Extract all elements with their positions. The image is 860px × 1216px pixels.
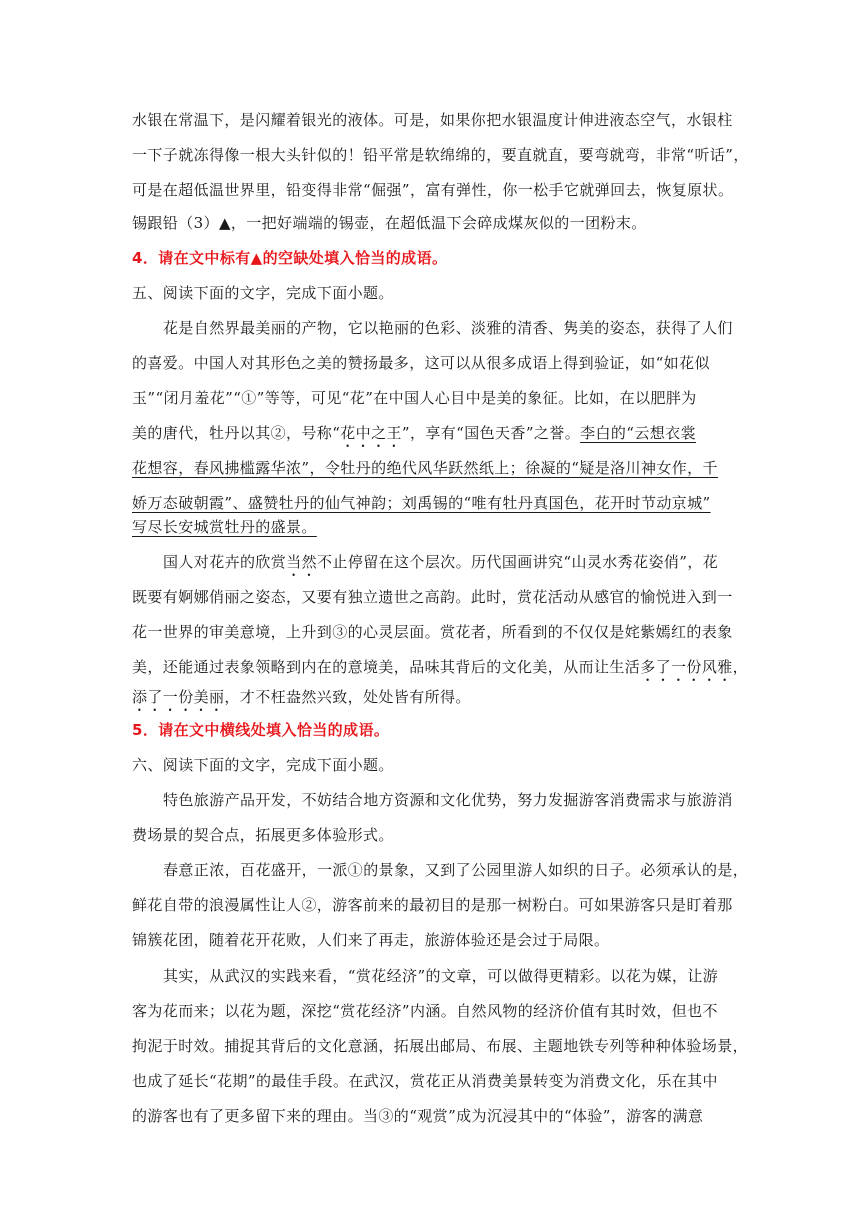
dotted-phrase: 添了一份美丽 [132, 688, 225, 706]
paragraph-line [163, 552, 732, 580]
paragraph-line: 锡跟铅（3）▲，一把好端端的锡壶，在超低温下会碎成煤灰似的一团粉末。 [132, 214, 647, 232]
paragraph-line: 既要有婀娜俏丽之姿态，又要有独立遗世之高韵。此时，赏花活动从感官的愉悦进入到一 [132, 588, 733, 606]
underlined-line: 花想容，春风拂槛露华浓”，令牡丹的绝代风华跃然纸上；徐凝的“疑是洛川神女作，千 [132, 459, 718, 477]
paragraph-line: 的喜爱。中国人对其形色之美的赞扬最多，这可以从很多成语上得到验证，如“如花似 [132, 354, 710, 372]
text-run: ”，享有“国色天香”之誉。 [401, 424, 581, 442]
dotted-phrase: 当然 [286, 553, 318, 571]
paragraph-line: 鲜花自带的浪漫属性让人②，游客前来的最初目的是那一树粉白。可如果游客只是盯着那 [132, 896, 733, 914]
dotted-phrase: 多了一份风雅， [640, 658, 749, 676]
paragraph-line [132, 687, 732, 715]
text-run: 美，还能通过表象领略到内在的意境美，品味其背后的文化美，从而让生活 [132, 658, 641, 676]
paragraph-line: 水银在常温下，是闪耀着银光的液体。可是，如果你把水银温度计伸进液态空气，水银柱 [132, 111, 733, 129]
paragraph-line: 拘泥于时效。捕捉其背后的文化意涵，拓展出邮局、布展、主题地铁专列等种种体验场景， [132, 1037, 749, 1055]
paragraph-line: 锦簇花团，随着花开花败，人们来了再走，旅游体验还是会过于局限。 [132, 931, 610, 949]
text-run: 国人对花卉的欣赏 [163, 553, 287, 571]
text-run: 美的唐代，牡丹以其②，号称“ [132, 424, 341, 442]
section-5-heading: 五、阅读下面的文字，完成下面小题。 [132, 284, 394, 302]
paragraph-line: 特色旅游产品开发，不妨结合地方资源和文化优势，努力发掘游客消费需求与旅游消 [163, 791, 733, 809]
paragraph-line: 花是自然界最美丽的产物，它以艳丽的色彩、淡雅的清香、隽美的姿态，获得了人们 [163, 319, 733, 337]
question-4: 4．请在文中标有▲的空缺处填入恰当的成语。 [132, 249, 448, 267]
paragraph-line: 的游客也有了更多留下来的理由。当③的“观赏”成为沉浸其中的“体验”，游客的满意 [132, 1107, 704, 1125]
section-6-heading: 六、阅读下面的文字，完成下面小题。 [132, 756, 394, 774]
text-run: ，才不枉盎然兴致，处处皆有所得。 [224, 688, 471, 706]
underlined-line: 写尽长安城赏牡丹的盛景。 [132, 518, 317, 536]
paragraph-line: 也成了延长“花期”的最佳手段。在武汉，赏花正从消费美景转变为消费文化，乐在其中 [132, 1072, 718, 1090]
paragraph-line: 可是在超低温世界里，铅变得非常“倔强”，富有弹性，你一松手它就弹回去，恢复原状。 [132, 181, 734, 199]
paragraph-line: 费场景的契合点，拓展更多体验形式。 [132, 826, 394, 844]
paragraph-line: 春意正浓，百花盛开，一派①的景象，又到了公园里游人如织的日子。必须承认的是， [163, 861, 749, 879]
paragraph-line [132, 657, 749, 685]
paragraph-line: 客为花而来；以花为题，深挖“赏花经济”内涵。自然风物的经济价值有其时效，但也不 [132, 1002, 718, 1020]
underlined-phrase: 李白的“云想衣裳 [580, 424, 696, 442]
paragraph-line: 其实，从武汉的实践来看，“赏花经济”的文章，可以做得更精彩。以花为媒，让游 [163, 967, 719, 985]
text-run: 不止停留在这个层次。历代国画讲究“山灵水秀花姿俏”，花 [317, 553, 719, 571]
underlined-line: 娇万态破朝霞”、盛赞牡丹的仙气神韵；刘禹锡的“唯有牡丹真国色，花开时节动京城” [132, 494, 711, 512]
dotted-phrase: 花中之王 [340, 424, 402, 442]
paragraph-line [132, 423, 732, 451]
paragraph-line: 玉”“闭月羞花”“①”等等，可见“花”在中国人心目中是美的象征。比如，在以肥胖为 [132, 389, 697, 407]
paragraph-line: 花一世界的审美意境，上升到③的心灵层面。赏花者，所看到的不仅仅是姹紫嫣红的表象 [132, 623, 733, 641]
paragraph-line: 一下子就冻得像一根大头针似的！铅平常是软绵绵的，要直就直，要弯就弯，非常“听话”， [132, 146, 749, 164]
question-5: 5．请在文中横线处填入恰当的成语。 [132, 721, 390, 739]
